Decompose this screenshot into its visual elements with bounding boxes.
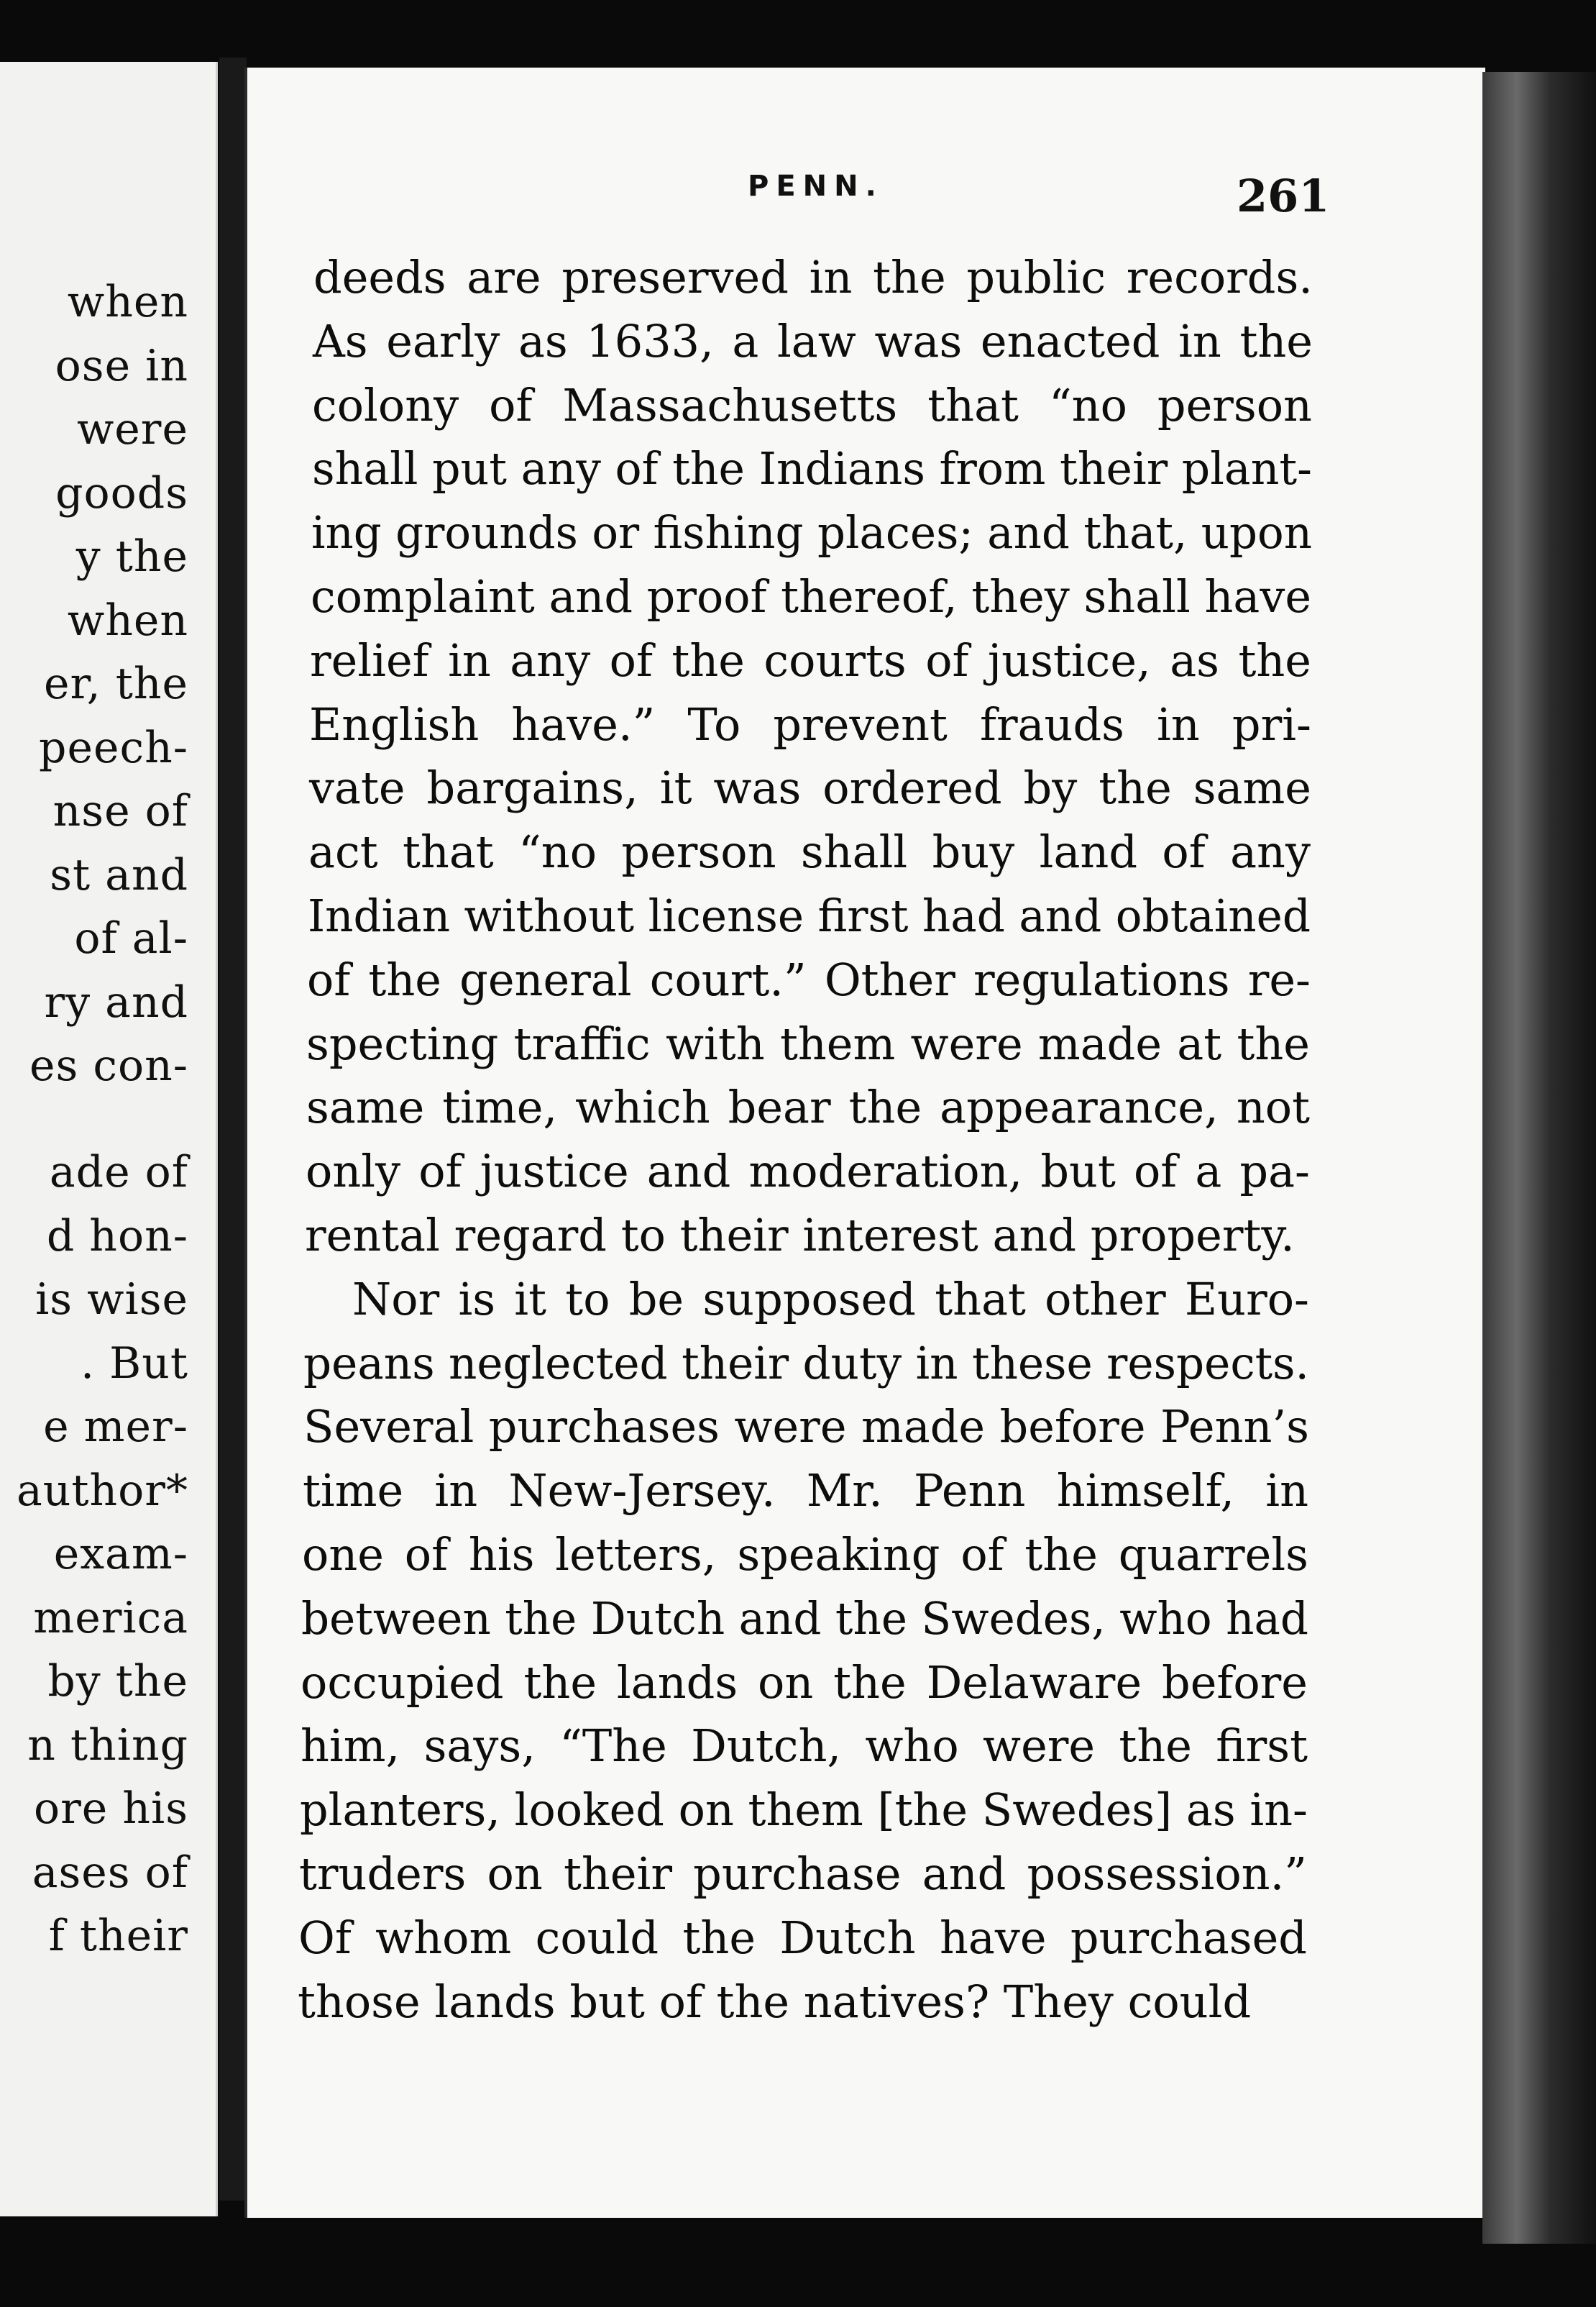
text-line: him, says, “The Dutch, who were the first	[301, 1719, 1308, 1773]
facing-page-line: were	[76, 404, 188, 454]
text-line: same time, which bear the appearance, not	[306, 1081, 1310, 1134]
text-line: As early as 1633, a law was enacted in the	[313, 314, 1313, 367]
facing-page-line: y the	[75, 531, 188, 582]
text-line: specting traffic with them were made at the	[306, 1017, 1310, 1070]
running-head: PENN.	[748, 170, 884, 203]
facing-page-line: ade of	[49, 1147, 188, 1197]
facing-page-line: ore his	[33, 1783, 188, 1834]
facing-page-line: merica	[33, 1592, 188, 1643]
text-line: English have.” To prevent frauds in pri-	[309, 698, 1311, 751]
facing-page-line: ose in	[55, 340, 188, 391]
page-gutter	[219, 58, 247, 2201]
page-edge	[1482, 72, 1596, 2244]
facing-page-line: n thing	[27, 1719, 188, 1771]
text-line: Of whom could the Dutch have purchased	[298, 1911, 1307, 1964]
facing-page-line: exam-	[53, 1529, 188, 1579]
facing-page-line: when	[67, 277, 188, 327]
facing-page-line: d hon-	[46, 1210, 188, 1261]
text-line: Several purchases were made before Penn’s	[303, 1400, 1309, 1453]
facing-page-line: e mer-	[43, 1402, 188, 1452]
text-line: complaint and proof thereof, they shall have	[311, 570, 1311, 623]
text-line: occupied the lands on the Delaware before	[301, 1655, 1308, 1709]
facing-page-line: goods	[55, 467, 188, 518]
facing-page-line: nse of	[52, 786, 188, 836]
text-line: act that “no person shall buy land of any	[308, 826, 1311, 879]
text-line: of the general court.” Other regulations re-	[307, 953, 1311, 1006]
facing-page-line: ases of	[32, 1847, 188, 1898]
text-line: ing grounds or fishing places; and that, upon	[311, 506, 1312, 559]
text-line: between the Dutch and the Swedes, who had	[301, 1591, 1308, 1645]
text-line: peans neglected their duty in these respects.	[303, 1336, 1309, 1389]
facing-page-line: f their	[48, 1911, 188, 1961]
facing-page	[0, 62, 218, 2216]
text-line: colony of Massachusetts that “no person	[312, 378, 1312, 431]
facing-page-line: peech-	[39, 722, 188, 773]
text-line: shall put any of the Indians from their plant-	[312, 442, 1312, 495]
text-line: truders on their purchase and possession.”	[299, 1847, 1307, 1900]
text-line: relief in any of the courts of justice, as the	[310, 634, 1311, 687]
text-line: only of justice and moderation, but of a pa-	[306, 1145, 1310, 1198]
facing-page-line: st and	[50, 849, 188, 900]
text-line: deeds are preserved in the public records.	[313, 251, 1313, 303]
facing-page-line: er, the	[43, 659, 188, 709]
text-line: rental regard to their interest and property.	[305, 1209, 1295, 1261]
page-number: 261	[1237, 170, 1330, 222]
text-line: Indian without license first had and obtained	[308, 890, 1311, 942]
text-line: vate bargains, it was ordered by the same	[309, 762, 1311, 815]
facing-page-line: of al-	[74, 913, 188, 964]
facing-page-line: . But	[81, 1338, 188, 1389]
text-line: planters, looked on them [the Swedes] as in-	[300, 1783, 1308, 1837]
facing-page-line: by the	[47, 1656, 188, 1707]
facing-page-line: es con-	[29, 1041, 188, 1091]
facing-page-line: ry and	[44, 977, 188, 1028]
text-line: those lands but of the natives? They could	[298, 1975, 1252, 2028]
text-line: time in New-Jersey. Mr. Penn himself, in	[303, 1464, 1308, 1517]
facing-page-line: when	[67, 595, 188, 646]
facing-page-line: author*	[17, 1465, 188, 1516]
text-line: one of his letters, speaking of the quarrels	[302, 1528, 1308, 1581]
facing-page-line: is wise	[35, 1274, 188, 1325]
text-line: Nor is it to be supposed that other Euro-	[352, 1272, 1309, 1325]
